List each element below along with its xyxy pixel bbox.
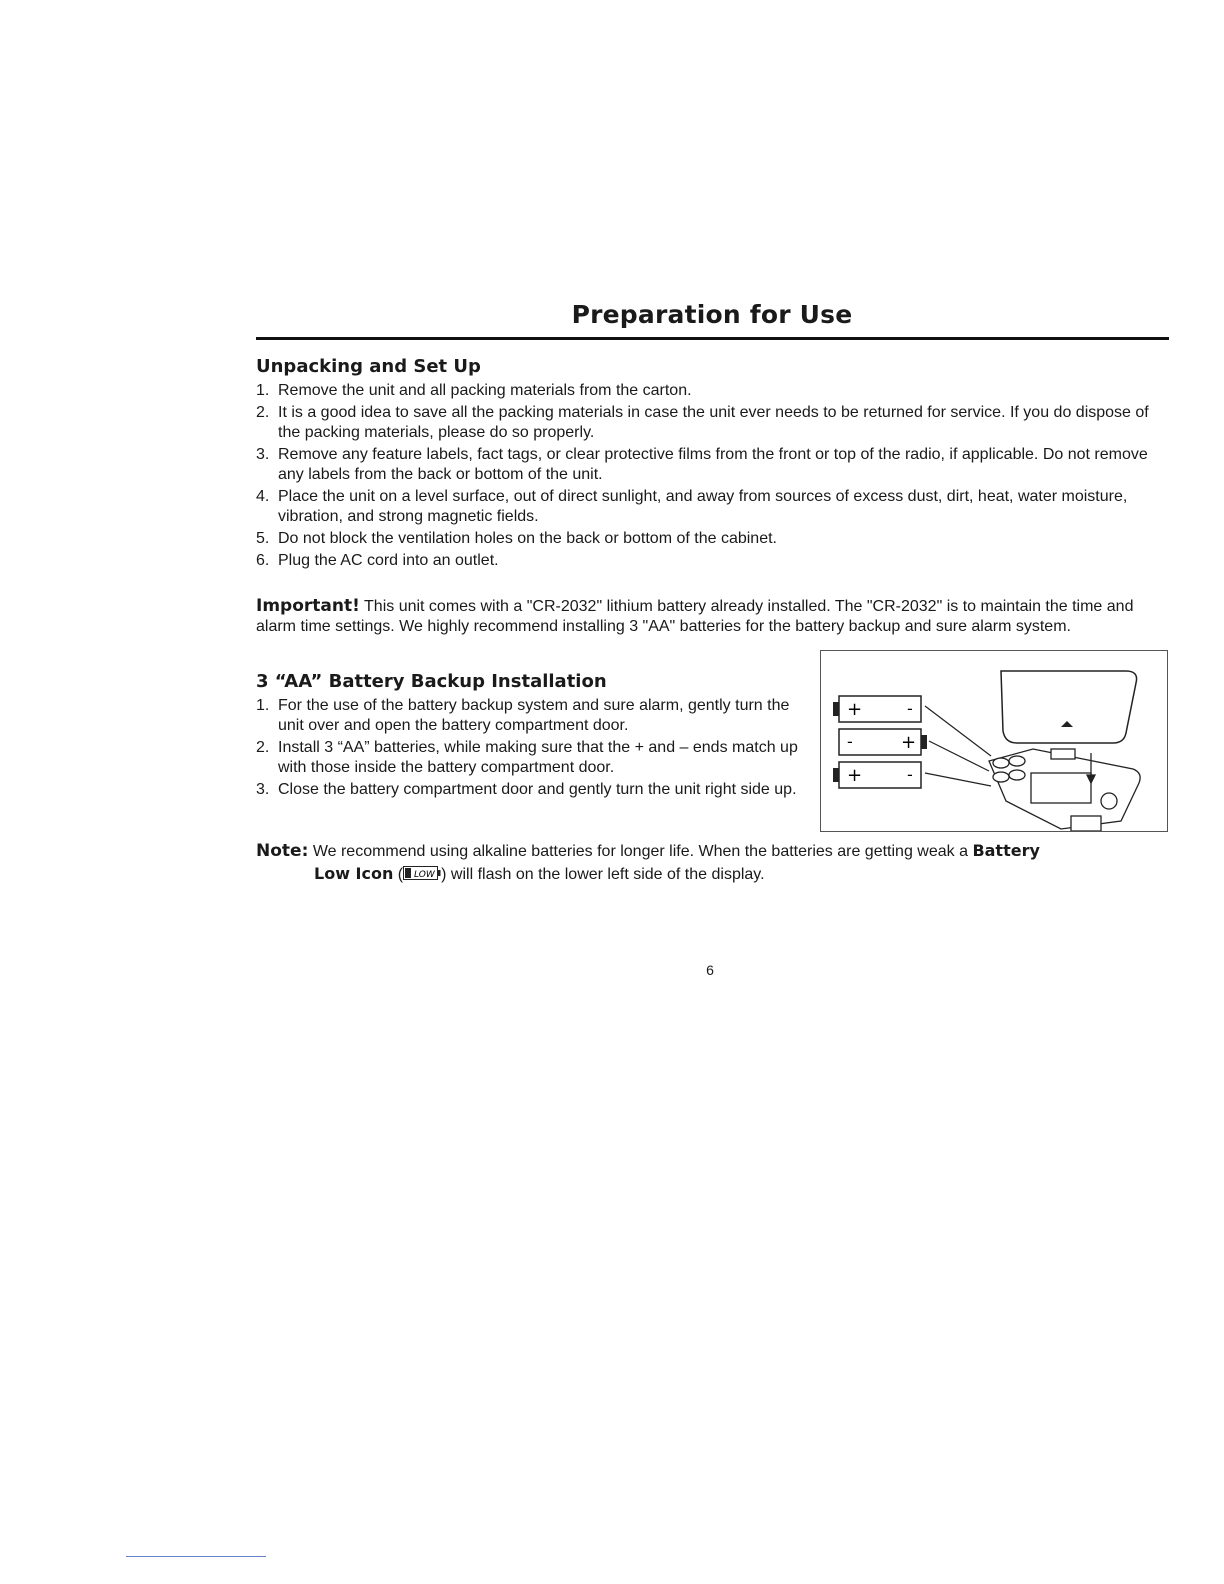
battery-3: [833, 762, 921, 788]
step-text: For the use of the battery backup system and sure alarm, gently turn the unit over and open the battery compartment door.: [278, 697, 790, 734]
list-item: [256, 487, 1169, 527]
step-number: 5.: [256, 530, 270, 547]
battery-low-icon-text: LOW: [414, 869, 435, 880]
important-label: Important!: [256, 596, 360, 616]
installation-column: [256, 670, 801, 800]
battery-1-left-sign: +: [847, 699, 863, 720]
note-paren-close: ): [441, 866, 447, 883]
list-item: [256, 529, 1169, 549]
step-text: Do not block the ventilation holes on the back or bottom of the cabinet.: [278, 530, 777, 547]
note-label: Note:: [256, 841, 309, 861]
list-item: [256, 738, 801, 778]
list-item: [256, 403, 1169, 443]
base-unit: [989, 749, 1140, 831]
footer-rule: [126, 1556, 266, 1557]
note-text-after: will flash on the lower left side of the display.: [446, 866, 765, 883]
note-line-1: [256, 840, 1169, 863]
step-number: 3.: [256, 781, 270, 798]
battery-low-icon: [403, 866, 441, 880]
step-number: 4.: [256, 488, 270, 505]
step-text: Place the unit on a level surface, out of direct sunlight, and away from sources of excess dust, dirt, heat, water moisture, vibration, and strong magnetic fields.: [278, 488, 1128, 525]
note-bold-battery: Battery: [972, 841, 1040, 860]
battery-2: [839, 729, 927, 755]
battery-3-left-sign: +: [847, 765, 863, 786]
installation-steps: [256, 696, 801, 800]
step-text: Remove any feature labels, fact tags, or clear protective films from the front or top of the radio, if applicable. Do not remove any labels from the back or bottom of the unit.: [278, 446, 1148, 483]
battery-3-right-sign: -: [907, 765, 913, 784]
important-paragraph: [256, 596, 1169, 637]
page-title: Preparation for Use: [571, 300, 853, 329]
unpacking-section: [256, 355, 1169, 573]
battery-1-right-sign: -: [907, 699, 913, 718]
battery-installation-figure: [820, 650, 1168, 832]
step-number: 1.: [256, 697, 270, 714]
step-text: It is a good idea to save all the packing materials in case the unit ever needs to be returned for service. If you do dispose of the packing materials, please do so properly.: [278, 404, 1149, 441]
step-text: Plug the AC cord into an outlet.: [278, 552, 499, 569]
battery-1: [833, 696, 921, 722]
battery-2-right-sign: +: [901, 732, 917, 753]
title-rule: [256, 337, 1169, 340]
page-number: 6: [706, 962, 714, 978]
battery-2-left-sign: -: [847, 732, 853, 751]
step-number: 2.: [256, 739, 270, 756]
compartment-door: [1001, 671, 1137, 743]
unpacking-steps: [256, 381, 1169, 571]
list-item: [256, 780, 801, 800]
installation-heading: 3 “AA” Battery Backup Installation: [256, 671, 607, 692]
leader-lines: [925, 706, 991, 786]
list-item: [256, 445, 1169, 485]
unpacking-heading: Unpacking and Set Up: [256, 356, 481, 377]
note-paren-open: (: [393, 866, 404, 883]
step-text: Close the battery compartment door and gently turn the unit right side up.: [278, 781, 797, 798]
step-text: Remove the unit and all packing materials from the carton.: [278, 382, 692, 399]
list-item: [256, 551, 1169, 571]
list-item: [256, 381, 1169, 401]
step-number: 6.: [256, 552, 270, 569]
note-line-2: [256, 863, 1169, 886]
note-text-before: We recommend using alkaline batteries for longer life. When the batteries are getting weak a: [308, 843, 973, 860]
note-bold-low-icon: Low Icon: [314, 864, 394, 883]
step-number: 1.: [256, 382, 270, 399]
list-item: [256, 696, 801, 736]
step-number: 3.: [256, 446, 270, 463]
step-number: 2.: [256, 404, 270, 421]
step-text: Install 3 “AA” batteries, while making sure that the + and – ends match up with those inside the battery compartment door.: [278, 739, 798, 776]
note-block: [256, 840, 1169, 886]
important-text: This unit comes with a "CR-2032" lithium battery already installed. The "CR-2032" is to maintain the time and alarm time settings. We highly recommend installing 3 "AA" batteries for the battery backup and sure alarm system.: [256, 598, 1134, 635]
battery-diagram: [821, 651, 1167, 831]
